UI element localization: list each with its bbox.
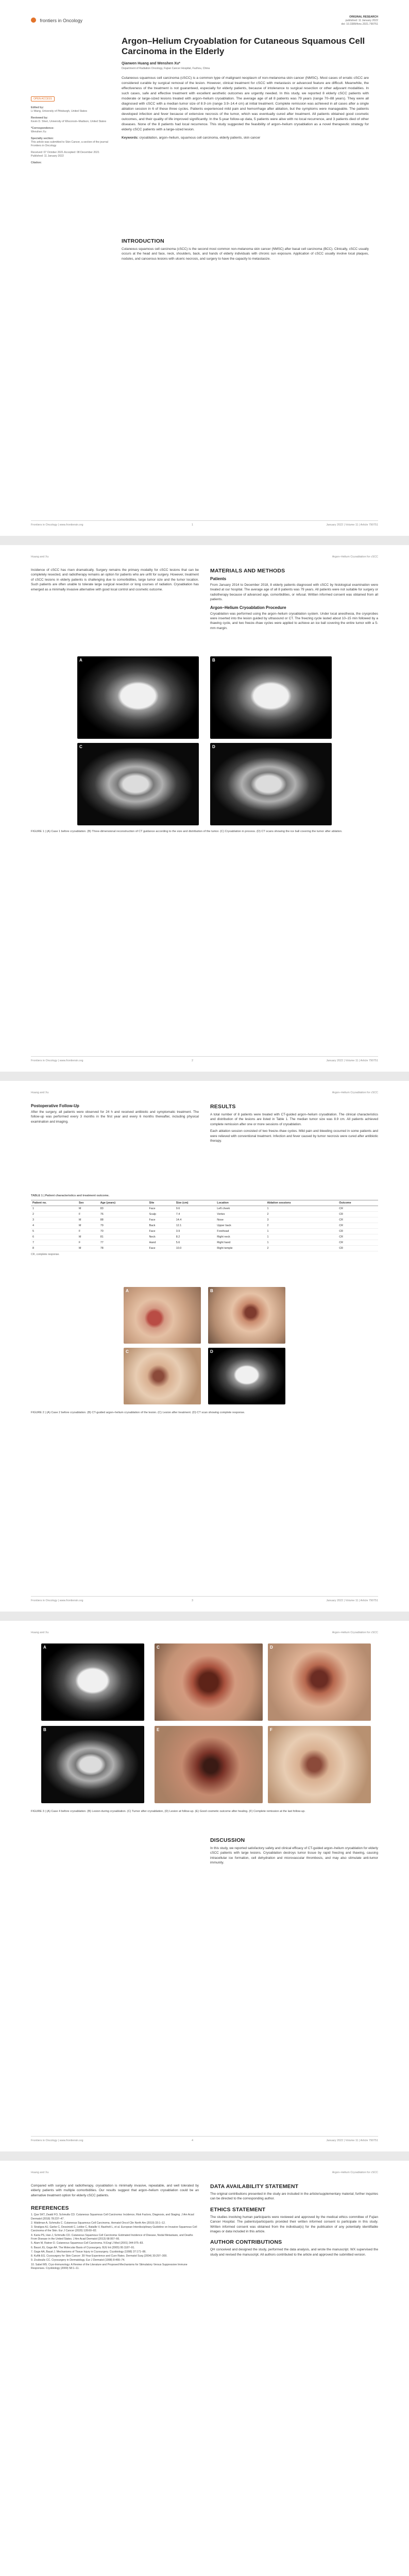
abstract: Cutaneous squamous cell carcinoma (cSCC) is a common type of malignant neoplasm of non-melanoma skin cancer (NMSC). Most cases of erratic cSCC are considered curable by surgical removal of the lesion. However, clinical treatment for cSCC with metastasis or advanced feature are difficult. Meanwhile, the effectiveness of the treatment is not guaranteed, especially for elderly patients, because of intolerance to surgical resection or other adjuvant modalities. In such cases, safe and effective treatment with excellent aesthetic outcomes are urgently needed. In this study, we reported 8 elderly cSCC patients with moderate or large-sized lesions treated with argon–helium cryoablation. The average age of all 8 patients was 79 years (range 70–88 years). They were all diagnosed with cSCC with a median tumor size of 8.9 cm (range 3.9–14.4 cm) at initial treatment. Complete remission was achieved in all cases after a single ablation session in 6 of these three cycles. Patients experienced mild pain and hemorrhage after ablation, but the symptoms were manageable. The patients developed infection and fever because of extensive necrosis of the tumor, which was eventually cured after treatment. All patients obtained good cosmetic outcomes, and their quality of life improved significantly. In the 5-year follow-up data, 5 patients were alive with no local recurrence, and 3 patients died of other diseases. None of the 8 patients had local recurrence. This study suggested the feasibility of argon–helium cryoablation as a novel therapeutic strategy for elderly cSCC patients with a large-sized lesion. [122, 76, 369, 131]
figure-3d: D [268, 1643, 371, 1721]
reference-item[interactable]: 1. Que SKT, Zwald FO, Schmults CD. Cutaneous Squamous Cell Carcinoma: Incidence, Risk Factors, Diagnosis, and Staging. J Am Acad Dermatol (2018) 78:237–47. [31, 2213, 194, 2221]
table-cell: M [77, 1217, 99, 1223]
discussion-section [210, 1837, 378, 1866]
table-cell: 1 [31, 1206, 77, 1211]
figure-1-caption: FIGURE 1 | (A) Case 1 before cryoablation. (B) Three-dimensional reconstruction of CT guidance according to the size and distribution of the tumor. (C) Cryoablation in process. (D) CT scans showing the ice ball covering the tumor after ablation. [31, 830, 343, 833]
figure-2a: A [124, 1287, 201, 1344]
table-1-note: CR, complete response. [31, 1252, 60, 1256]
discussion-continued [31, 2183, 199, 2271]
authors[interactable]: Qianwen Huang and Wenshen Xu* [122, 62, 180, 65]
table-cell: Face [148, 1206, 175, 1211]
table-cell: Left cheek [215, 1206, 265, 1211]
specialty: This article was submitted to Skin Cancer, a section of the journal Frontiers in Oncology [31, 141, 108, 147]
table-cell: Face [148, 1228, 175, 1234]
references-heading: REFERENCES [31, 2205, 69, 2212]
table-header-cell: Sex [77, 1200, 99, 1206]
reviewed-by: Kevin D. Sheri, University of Wisconsin–Madison, United States [31, 120, 107, 123]
procedure-continued [31, 1104, 199, 1124]
table-cell: 10.0 [175, 1245, 216, 1251]
results-paragraph-1: A total number of 8 patients were treated with CT-guided argon–helium cryoablation. The clinical characteristics and distribution of the lesions are listed in Table 1. The median tumor size was 8.9 cm. All patients achieved complete remission after one or more sessions of cryoablation. [210, 1113, 378, 1126]
frontiers-logo-icon [31, 18, 36, 23]
reference-item[interactable]: 8. Kuflik EG. Cryosurgery for Skin Cancer: 30-Year Experience and Cure Rates. Dermatol Surg (2004) 30:297–300. [31, 2255, 167, 2258]
reference-item[interactable]: 4. Karia PS, Han J, Schmults CD. Cutaneous Squamous Cell Carcinoma: Estimated Incidence of Disease, Nodal Metastasis, and Deaths From Disease in the United States. J Am Acad Dermatol (2013) 68:957–66. [31, 2233, 193, 2241]
footer-left: Frontiers in Oncology | www.frontiersin.org [31, 1599, 83, 1602]
table-cell: CR [337, 1211, 378, 1217]
dates: Received: 07 October 2021 Accepted: 08 December 2021 Published: 11 January 2022 [31, 151, 99, 158]
table-row [31, 1206, 378, 1211]
table-cell: M [77, 1223, 99, 1228]
running-title: Huang and Xu [31, 1091, 49, 1094]
table-cell: 7.4 [175, 1211, 216, 1217]
table-cell: 76 [99, 1211, 148, 1217]
table-cell: 3 [265, 1217, 337, 1223]
intro-paragraph: Cutaneous squamous cell carcinoma (cSCC) is the second most common non-melanoma skin cancer (NMSC) after basal cell carcinoma (BCC). Clinically, cSCC usually occurs at the head and face, neck, shoulders, back, and hands of elderly individuals with chronic sun exposure. Application of cSCC usually involve local plaques, nodules, and cancerous lesions with ulceric necrosis, and surgery to have the capacity to metastasize. [122, 247, 369, 261]
figure-3-caption: FIGURE 3 | (A) Case 4 before cryoablation. (B) Lesion during cryoablation. (C) Tumor after cryoablation, (D) Lesion at follow-up. (E) Good cosmetic outcome after healing. (F) Complete remission at the last follow-up. [31, 1810, 305, 1813]
footer-rule [31, 2136, 378, 2137]
table-cell: M [77, 1234, 99, 1240]
page-number: 1 [192, 523, 193, 527]
figure-1d: D [210, 743, 332, 825]
table-cell: 6 [31, 1234, 77, 1240]
table-cell: CR [337, 1240, 378, 1245]
running-title: Huang and Xu [31, 555, 49, 558]
keywords-label: Keywords: [122, 136, 139, 140]
correspondence[interactable]: Wenshen Xu [31, 130, 46, 133]
data-availability-paragraph: The original contributions presented in the study are included in the article/supplementary material; further inquiries can be directed to the corresponding author. [210, 2192, 378, 2201]
journal-logo [31, 15, 82, 25]
table-row [31, 1211, 378, 1217]
article-section: ORIGINAL RESEARCH [349, 15, 378, 19]
table-cell: 9.6 [175, 1206, 216, 1211]
table-header-cell: Site [148, 1200, 175, 1206]
table-cell: CR [337, 1223, 378, 1228]
edited-by: Li Wang, University of Pittsburgh, United States [31, 110, 88, 113]
title-block [122, 36, 369, 140]
keywords [122, 135, 369, 140]
postoperative-heading: Postoperative Follow-Up [31, 1104, 79, 1108]
page-number: 2 [192, 1059, 193, 1062]
footer-left: Frontiers in Oncology | www.frontiersin.org [31, 1059, 83, 1062]
table-header-cell: Outcome [337, 1200, 378, 1206]
running-right: Argon–Helium Cryoablation for cSCC [332, 1091, 378, 1094]
footer-date: January 2022 | Volume 11 | Article 790751 [326, 1599, 378, 1602]
table-cell: Face [148, 1217, 175, 1223]
materials-methods [210, 568, 378, 631]
figure-1c: C [77, 743, 199, 825]
table-row [31, 1228, 378, 1234]
article-meta [341, 15, 378, 26]
running-title: Huang and Xu [31, 1631, 49, 1634]
figure-3a: A [41, 1643, 144, 1721]
table-cell: M [77, 1206, 99, 1211]
table-cell: 4 [31, 1223, 77, 1228]
doi-link[interactable]: doi: 10.3389/fonc.2021.790751 [341, 23, 378, 26]
reference-item[interactable]: 5. Alam M, Ratner D. Cutaneous Squamous-Cell Carcinoma. N Engl J Med (2001) 344:975–83. [31, 2242, 144, 2245]
discussion-heading: DISCUSSION [210, 1837, 245, 1843]
page-5 [0, 2161, 409, 2576]
author-contributions-paragraph: QH conceived and designed the study, performed the data analysis, and wrote the manuscript. WX supervised the study and revised the manuscript. All authors contributed to the article and approved the submitted version. [210, 2248, 378, 2257]
table-cell: Nose [215, 1217, 265, 1223]
table-cell: Forehead [215, 1228, 265, 1234]
results-paragraph-2: Each ablation session consisted of two freeze–thaw cycles. Mild pain and bleeding occurred in some patients and were relieved with conventional treatment. Infection and fever caused by tumor necrosis were cured after antibiotic therapy. [210, 1129, 378, 1143]
table-cell: F [77, 1240, 99, 1245]
page-number: 3 [192, 1599, 193, 1602]
table-header-cell: Location [215, 1200, 265, 1206]
keywords-list: cryoablation, argon–helium, squamous cell carcinoma, elderly patients, skin cancer [139, 136, 261, 140]
reference-item[interactable]: 3. Stratigos AJ, Garbe C, Dessinioti C, Lebbe C, Bataille V, Bastholt L, et al. European Interdisciplinary Guideline on Invasive Squamous Cell Carcinoma of the Skin. Eur J Cancer (2020) 128:60–82. [31, 2226, 197, 2233]
open-access-badge: OPEN ACCESS [31, 96, 55, 101]
table-1 [31, 1194, 378, 1257]
table-cell: 7 [31, 1240, 77, 1245]
table-cell: 5 [31, 1228, 77, 1234]
reference-item[interactable]: 7. Gage AA, Baust J. Mechanisms of Tissue Injury in Cryosurgery. Cryobiology (1998) 37:171–86. [31, 2250, 146, 2253]
table-1-title: TABLE 1 | Patient characteristics and treatment outcome. [31, 1194, 110, 1197]
page-gap [0, 536, 409, 545]
table-cell: 81 [99, 1234, 148, 1240]
figure-3b: B [41, 1726, 144, 1803]
table-cell: 2 [265, 1245, 337, 1251]
figure-2d: D [208, 1348, 285, 1404]
table-cell: CR [337, 1206, 378, 1211]
table-header-cell: Size (cm) [175, 1200, 216, 1206]
table-cell: Vertex [215, 1211, 265, 1217]
figure-2-caption: FIGURE 2 | (A) Case 2 before cryoablation. (B) CT-guided argon–helium cryoablation of the lesion. (C) Lesion after treatment. (D) CT scan showing complete response. [31, 1411, 245, 1414]
page-1 [0, 0, 409, 536]
running-right: Argon–Helium Cryoablation for cSCC [332, 2171, 378, 2174]
table-cell: Upper back [215, 1223, 265, 1228]
discussion-paragraph-2: Compared with surgery and radiotherapy, cryoablation is minimally invasive, repeatable, and well tolerated by elderly patients with multiple comorbidities. Our results suggest that argon–helium cryoablation could be an alternative treatment option for elderly cSCC patients. [31, 2184, 199, 2197]
edited-by-label: Edited by: [31, 106, 44, 109]
table-row [31, 1240, 378, 1245]
table-cell: Right temple [215, 1245, 265, 1251]
running-right: Argon–Helium Cryoablation for cSCC [332, 1631, 378, 1634]
reference-item[interactable]: 2. Waldman A, Schmults C. Cutaneous Squamous Cell Carcinoma. Hematol Oncol Clin North Am (2019) 33:1–12. [31, 2221, 166, 2225]
ethics-paragraph: The studies involving human participants were reviewed and approved by the medical ethics committee of Fujian Cancer Hospital. The patients/participants provided their written informed consent to participate in this study. Written informed consent was obtained from the individual(s) for the publication of any potentially identifiable images or data included in this article. [210, 2215, 378, 2234]
table-header-cell: Ablation sessions [265, 1200, 337, 1206]
reference-item[interactable]: 9. Zouboulis CC. Cryosurgery in Dermatology. Eur J Dermatol (1998) 8:466–74. [31, 2259, 125, 2262]
back-matter [210, 2183, 378, 2257]
footer-date: January 2022 | Volume 11 | Article 790751 [326, 523, 378, 527]
procedure-paragraph: Cryoablation was performed using the argon–helium cryoablation system. Under local anesthesia, the cryoprobes were inserted into the lesion guided by ultrasound or CT. The freezing cycle lasted about 10–15 min followed by a thawing cycle, and two freeze–thaw cycles were applied to achieve an ice ball covering the entire tumor with a 5-mm margin. [210, 612, 378, 630]
author-contributions-heading: AUTHOR CONTRIBUTIONS [210, 2239, 282, 2246]
table-cell: CR [337, 1228, 378, 1234]
table-cell: 77 [99, 1240, 148, 1245]
page-2 [0, 545, 409, 1072]
table-cell: 3.9 [175, 1228, 216, 1234]
table-cell: Neck [148, 1234, 175, 1240]
table-cell: CR [337, 1245, 378, 1251]
table-cell: Right neck [215, 1234, 265, 1240]
table-cell: CR [337, 1217, 378, 1223]
table-cell: 1 [265, 1234, 337, 1240]
correspondence-label: *Correspondence: [31, 127, 54, 130]
footer-left: Frontiers in Oncology | www.frontiersin.org [31, 523, 83, 527]
figure-2b: B [208, 1287, 285, 1344]
page-4 [0, 1621, 409, 2151]
patient-table [31, 1200, 378, 1251]
results-section [210, 1104, 378, 1143]
article-title: Argon–Helium Cryoablation for Cutaneous Squamous Cell Carcinoma in the Elderly [122, 36, 365, 56]
footer-date: January 2022 | Volume 11 | Article 790751 [326, 2139, 378, 2142]
table-cell: 2 [265, 1223, 337, 1228]
results-heading: RESULTS [210, 1104, 236, 1110]
table-row [31, 1217, 378, 1223]
page-number: 4 [192, 2139, 193, 2142]
intro-continued [31, 568, 199, 592]
footer-rule [31, 1596, 378, 1597]
postoperative-paragraph: After the surgery, all patients were observed for 24 h and received antibiotic and symptomatic treatment. The follow-up was performed every 3 months in the first year and every 6 months thereafter, including physical examination and imaging. [31, 1110, 199, 1124]
citation-label: Citation: [31, 161, 42, 164]
intro-paragraph-2: Incidence of cSCC has risen dramatically. Surgery remains the primary modality for cSCC lesions that can be completely resected, and radiotherapy remains an option for patients who are unfit for surgery. However, treatment of cSCC lesions in elderly patients is challenging due to comorbidities, large tumor size and the tumor location. Such patients are often unable to tolerate large surgical resection or long courses of radiation. Cryoablation has emerged as a minimally invasive alternative with good local control and cosmetic outcome. [31, 568, 199, 591]
table-cell: 88 [99, 1217, 148, 1223]
table-cell: 2 [31, 1211, 77, 1217]
specialty-label: Specialty section: [31, 137, 54, 140]
ethics-heading: ETHICS STATEMENT [210, 2206, 266, 2213]
procedure-heading: Argon–Helium Cryoablation Procedure [210, 605, 286, 610]
table-row [31, 1234, 378, 1240]
table-cell: 14.4 [175, 1217, 216, 1223]
table-cell: Scalp [148, 1211, 175, 1217]
figure-1b: B [210, 656, 332, 739]
figure-1a: A [77, 656, 199, 739]
table-header-row [31, 1200, 378, 1206]
table-cell: 5.6 [175, 1240, 216, 1245]
journal-name: frontiers in Oncology [40, 18, 82, 23]
reference-item[interactable]: 6. Baust JG, Gage AA. The Molecular Basis of Cryosurgery. BJU Int (2005) 95:1187–91. [31, 2246, 135, 2249]
discussion-paragraph-1: In this study, we reported satisfactory safety and clinical efficacy of CT-guided argon–helium cryoablation for elderly cSCC patients with large lesions. Cryoablation destroys tumor tissue by rapid freezing and thawing, causing intracellular ice formation, cell dehydration and microvascular thrombosis, and may also stimulate anti-tumor immunity. [210, 1846, 378, 1865]
running-title: Huang and Xu [31, 2171, 49, 2174]
reviewed-by-label: Reviewed by: [31, 116, 48, 120]
table-header-cell: Patient no. [31, 1200, 77, 1206]
table-cell: CR [337, 1234, 378, 1240]
publish-date: published: 11 January 2022 [345, 19, 378, 22]
footer-rule [31, 1056, 378, 1057]
table-cell: 3 [31, 1217, 77, 1223]
table-cell: 1 [265, 1206, 337, 1211]
table-cell: 8.2 [175, 1234, 216, 1240]
reference-list [31, 2213, 199, 2270]
page-gap [0, 2151, 409, 2161]
table-cell: F [77, 1211, 99, 1217]
table-cell: 78 [99, 1245, 148, 1251]
introduction-heading: INTRODUCTION [122, 238, 164, 244]
table-cell: 83 [99, 1206, 148, 1211]
figure-2c: C [124, 1348, 201, 1404]
side-info [31, 93, 108, 165]
figure-3e: E [155, 1726, 263, 1803]
affiliation: Department of Radiation Oncology, Fujian Cancer Hospital, Fuzhou, China [122, 67, 210, 70]
table-cell: M [77, 1245, 99, 1251]
table-cell: 12.1 [175, 1223, 216, 1228]
table-cell: 79 [99, 1223, 148, 1228]
table-cell: Back [148, 1223, 175, 1228]
table-cell: 8 [31, 1245, 77, 1251]
table-header-cell: Age (years) [99, 1200, 148, 1206]
footer-date: January 2022 | Volume 11 | Article 790751 [326, 1059, 378, 1062]
table-cell: 1 [265, 1228, 337, 1234]
table-row [31, 1245, 378, 1251]
reference-item[interactable]: 10. Sabel MS. Cryo-Immunology: A Review of the Literature and Proposed Mechanisms for Stimulatory Versus Suppressive Immune Responses. Cryobiology (2009) 58:1–11. [31, 2263, 188, 2270]
table-cell: 2 [265, 1211, 337, 1217]
footer-left: Frontiers in Oncology | www.frontiersin.org [31, 2139, 83, 2142]
page-gap [0, 1072, 409, 1081]
running-right: Argon–Helium Cryoablation for cSCC [332, 555, 378, 558]
data-availability-heading: DATA AVAILABILITY STATEMENT [210, 2183, 299, 2190]
intro-section [122, 238, 369, 261]
patients-paragraph: From January 2014 to December 2018, 8 elderly patients diagnosed with cSCC by histological examination were treated at our hospital. The average age of all 8 patients was 79 years. All patients were not suitable for surgery or radiotherapy because of advanced age, comorbidities, or refusal. Written informed consent was obtained from all patients. [210, 583, 378, 602]
footer-rule [31, 520, 378, 521]
table-cell: Right hand [215, 1240, 265, 1245]
table-row [31, 1223, 378, 1228]
page-gap [0, 1612, 409, 1621]
patients-heading: Patients [210, 577, 227, 581]
table-cell: Hand [148, 1240, 175, 1245]
table-cell: 1 [265, 1240, 337, 1245]
materials-methods-heading: MATERIALS AND METHODS [210, 568, 285, 574]
figure-3c: C [155, 1643, 263, 1721]
page-3 [0, 1081, 409, 1612]
figure-3f: F [268, 1726, 371, 1803]
table-cell: Face [148, 1245, 175, 1251]
table-cell: 70 [99, 1228, 148, 1234]
table-cell: F [77, 1228, 99, 1234]
